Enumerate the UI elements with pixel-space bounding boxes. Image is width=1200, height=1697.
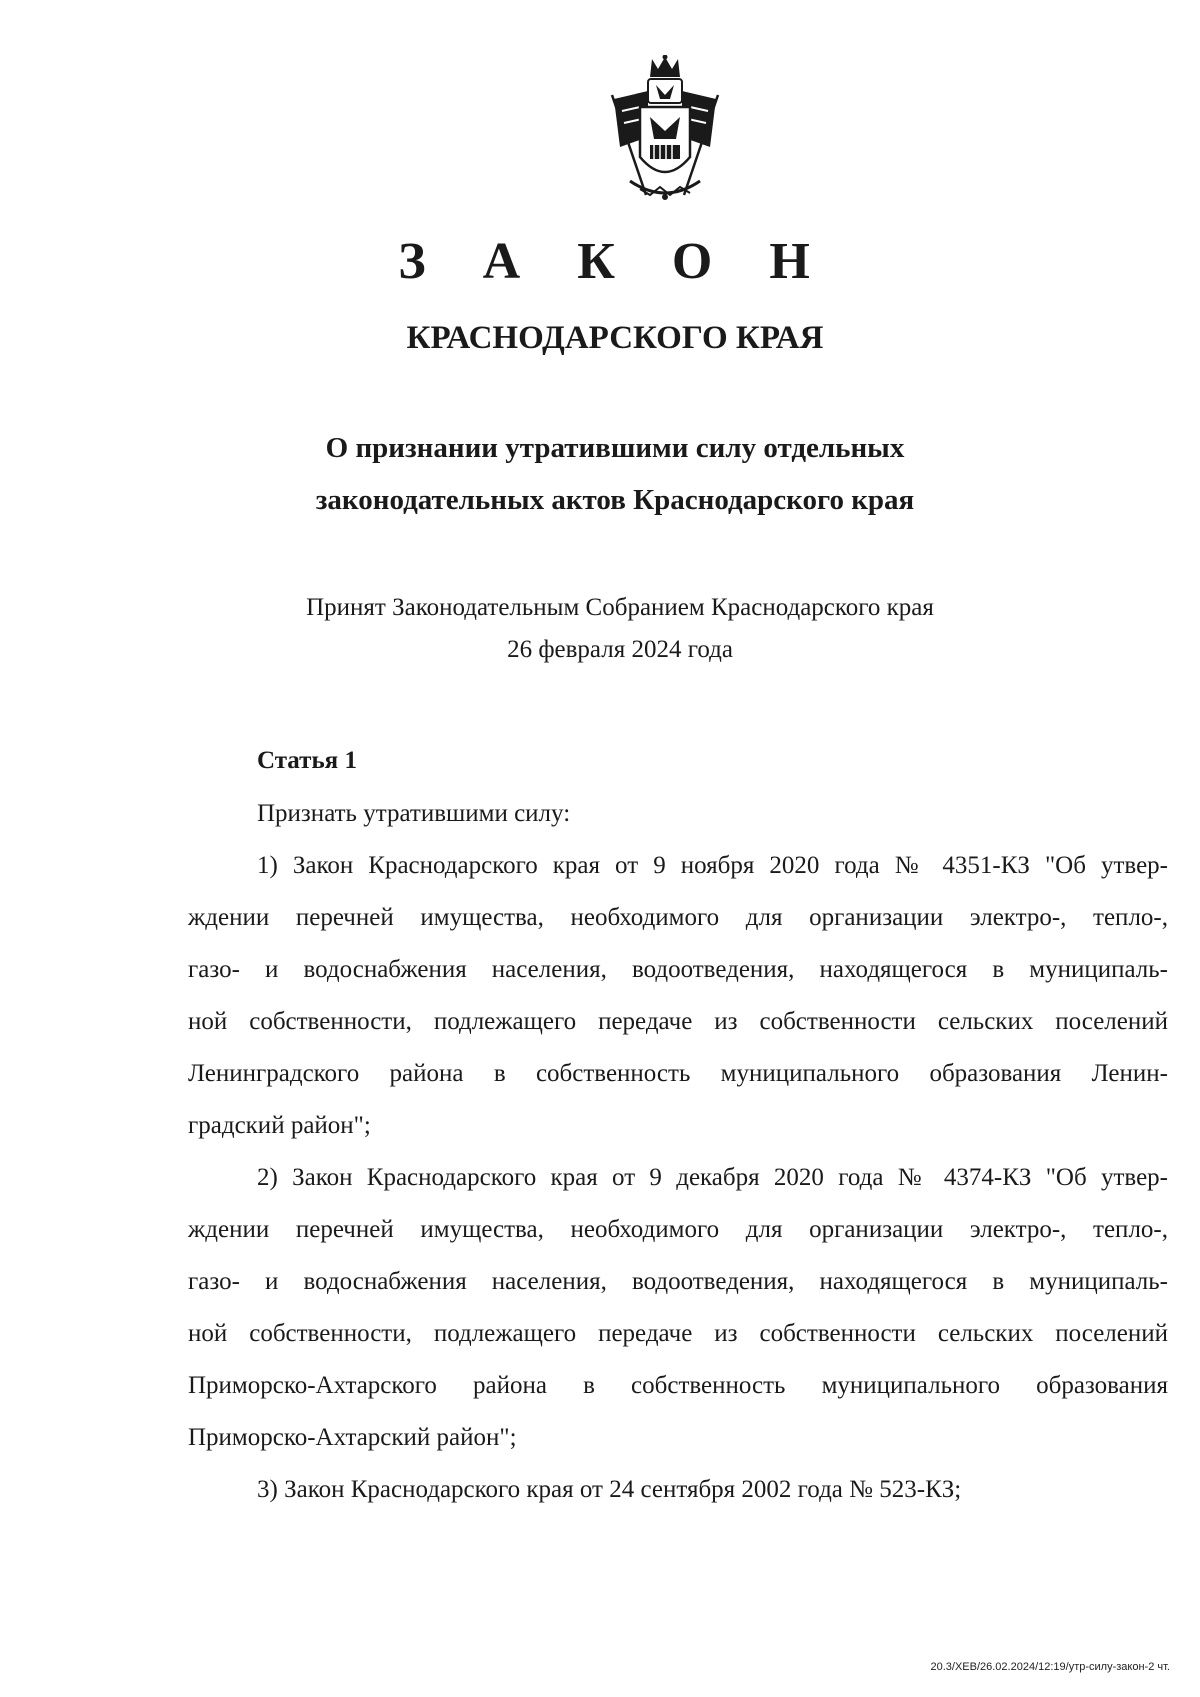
adoption-line: Принят Законодательным Собранием Краснодарского края xyxy=(306,594,934,621)
article-text-line: газо- и водоснабжения населения, водоотведения, находящегося в муниципаль- xyxy=(188,956,1168,983)
article-text-line: градский район"; xyxy=(188,1112,371,1139)
article-text-line: 2) Закон Краснодарского края от 9 декабря 2020 года № 4374-КЗ "Об утвер- xyxy=(257,1164,1168,1191)
article-text-line: 3) Закон Краснодарского края от 24 сентября 2002 года № 523-КЗ; xyxy=(257,1476,962,1503)
adoption-date: 26 февраля 2024 года xyxy=(507,636,733,663)
adoption-note xyxy=(0,587,1200,671)
document-heading-line: О признании утратившими силу отдельных xyxy=(325,432,905,464)
article-text-line: 1) Закон Краснодарского края от 9 ноября 2020 года № 4351-КЗ "Об утвер- xyxy=(257,852,1168,879)
coat-of-arms-icon xyxy=(600,55,730,205)
article-text-line: газо- и водоснабжения населения, водоотведения, находящегося в муниципаль- xyxy=(188,1268,1168,1295)
law-title: З А К О Н xyxy=(398,233,832,290)
document-heading xyxy=(0,422,1200,526)
article-text-line: ной собственности, подлежащего передаче из собственности сельских поселений xyxy=(188,1320,1168,1347)
document-heading-line: законодательных актов Краснодарского края xyxy=(315,484,915,516)
footer-stamp: 20.3/ХЕВ/26.02.2024/12:19/утр-силу-закон-2 чт. xyxy=(930,1661,1170,1673)
article-intro: Признать утратившими силу: xyxy=(257,800,571,827)
article-text-line: ждении перечней имущества, необходимого для организации электро-, тепло-, xyxy=(188,1216,1168,1243)
article-text-line: Приморско-Ахтарский район"; xyxy=(188,1424,517,1451)
article-text-line: Ленинградского района в собственность муниципального образования Ленин- xyxy=(188,1060,1168,1087)
article-text-line: ждении перечней имущества, необходимого для организации электро-, тепло-, xyxy=(188,904,1168,931)
article-text-line: ной собственности, подлежащего передаче из собственности сельских поселений xyxy=(188,1008,1168,1035)
article-title: Статья 1 xyxy=(257,747,357,774)
law-subtitle: КРАСНОДАРСКОГО КРАЯ xyxy=(406,320,824,356)
article-text-line: Приморско-Ахтарского района в собственность муниципального образования xyxy=(188,1372,1168,1399)
